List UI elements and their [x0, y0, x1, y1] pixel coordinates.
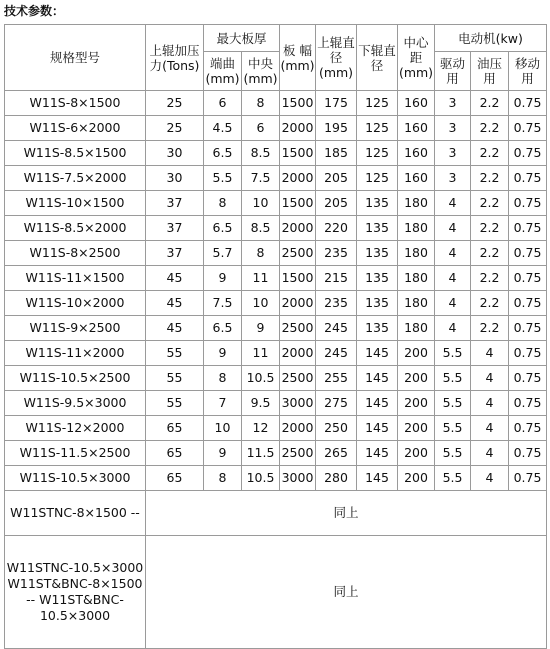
upper-roll-diameter-cell: 280: [316, 466, 357, 491]
thickness-center-cell: 10.5: [242, 366, 280, 391]
header-center-distance: 中心距(mm): [398, 25, 435, 91]
motor-hydraulic-cell: 4: [471, 391, 509, 416]
thickness-center-cell: 10: [242, 291, 280, 316]
table-row: [5, 116, 547, 141]
upper-roll-diameter-cell: 235: [316, 291, 357, 316]
upper-roll-diameter-cell: 245: [316, 316, 357, 341]
thickness-end-cell: 9: [204, 341, 242, 366]
table-row: [5, 316, 547, 341]
plate-width-cell: 3000: [280, 391, 316, 416]
motor-hydraulic-cell: 4: [471, 366, 509, 391]
motor-move-cell: 0.75: [509, 191, 547, 216]
motor-drive-cell: 4: [435, 241, 471, 266]
lower-roll-diameter-cell: 135: [357, 266, 398, 291]
motor-drive-cell: 3: [435, 91, 471, 116]
pressure-cell: 25: [146, 91, 204, 116]
lower-roll-diameter-cell: 145: [357, 341, 398, 366]
model-cell: W11S-10×1500: [5, 191, 146, 216]
motor-move-cell: 0.75: [509, 241, 547, 266]
center-distance-cell: 200: [398, 341, 435, 366]
upper-roll-diameter-cell: 220: [316, 216, 357, 241]
plate-width-cell: 1500: [280, 266, 316, 291]
pressure-cell: 55: [146, 366, 204, 391]
upper-roll-diameter-cell: 275: [316, 391, 357, 416]
pressure-cell: 55: [146, 391, 204, 416]
model-cell: W11S-9.5×3000: [5, 391, 146, 416]
center-distance-cell: 160: [398, 91, 435, 116]
upper-roll-diameter-cell: 245: [316, 341, 357, 366]
pressure-cell: 37: [146, 191, 204, 216]
plate-width-cell: 1500: [280, 141, 316, 166]
model-cell: W11S-10.5×2500: [5, 366, 146, 391]
header-motor-hydraulic: 油压用: [471, 52, 509, 91]
upper-roll-diameter-cell: 215: [316, 266, 357, 291]
lower-roll-diameter-cell: 135: [357, 291, 398, 316]
center-distance-cell: 180: [398, 316, 435, 341]
plate-width-cell: 3000: [280, 466, 316, 491]
motor-hydraulic-cell: 2.2: [471, 266, 509, 291]
model-cell: W11S-11×1500: [5, 266, 146, 291]
upper-roll-diameter-cell: 235: [316, 241, 357, 266]
center-distance-cell: 180: [398, 266, 435, 291]
upper-roll-diameter-cell: 185: [316, 141, 357, 166]
center-distance-cell: 160: [398, 166, 435, 191]
header-lower-roll-diameter: 下辊直径: [357, 25, 398, 91]
pressure-cell: 37: [146, 241, 204, 266]
motor-move-cell: 0.75: [509, 266, 547, 291]
center-distance-cell: 160: [398, 116, 435, 141]
table-row: [5, 291, 547, 316]
model-cell: W11S-11.5×2500: [5, 441, 146, 466]
header-motor-drive: 驱动用: [435, 52, 471, 91]
thickness-center-cell: 10: [242, 191, 280, 216]
motor-hydraulic-cell: 2.2: [471, 91, 509, 116]
lower-roll-diameter-cell: 135: [357, 241, 398, 266]
pressure-cell: 65: [146, 466, 204, 491]
thickness-end-cell: 8: [204, 366, 242, 391]
table-row: [5, 441, 547, 466]
lower-roll-diameter-cell: 125: [357, 166, 398, 191]
thickness-center-cell: 9.5: [242, 391, 280, 416]
model-cell: W11STNC-8×1500 --: [5, 491, 146, 536]
motor-drive-cell: 4: [435, 191, 471, 216]
model-cell: W11S-8×1500: [5, 91, 146, 116]
motor-drive-cell: 5.5: [435, 466, 471, 491]
motor-drive-cell: 5.5: [435, 416, 471, 441]
pressure-cell: 55: [146, 341, 204, 366]
plate-width-cell: 2500: [280, 241, 316, 266]
pressure-cell: 30: [146, 166, 204, 191]
motor-hydraulic-cell: 2.2: [471, 241, 509, 266]
table-row: [5, 391, 547, 416]
model-cell: W11STNC-10.5×3000 W11ST&BNC-8×1500 -- W11ST&BNC-10.5×3000: [5, 536, 146, 649]
motor-drive-cell: 4: [435, 216, 471, 241]
motor-hydraulic-cell: 4: [471, 466, 509, 491]
lower-roll-diameter-cell: 145: [357, 366, 398, 391]
table-row: [5, 191, 547, 216]
upper-roll-diameter-cell: 205: [316, 191, 357, 216]
motor-move-cell: 0.75: [509, 466, 547, 491]
model-cell: W11S-9×2500: [5, 316, 146, 341]
same-as-above-cell: 同上: [146, 491, 547, 536]
pressure-cell: 45: [146, 291, 204, 316]
thickness-center-cell: 11: [242, 341, 280, 366]
plate-width-cell: 2000: [280, 216, 316, 241]
thickness-end-cell: 9: [204, 441, 242, 466]
motor-move-cell: 0.75: [509, 166, 547, 191]
thickness-end-cell: 7.5: [204, 291, 242, 316]
lower-roll-diameter-cell: 135: [357, 191, 398, 216]
pressure-cell: 30: [146, 141, 204, 166]
header-model: 规格型号: [5, 25, 146, 91]
spec-table-body: [5, 91, 547, 649]
pressure-cell: 45: [146, 266, 204, 291]
pressure-cell: 25: [146, 116, 204, 141]
model-cell: W11S-10.5×3000: [5, 466, 146, 491]
motor-drive-cell: 3: [435, 141, 471, 166]
thickness-end-cell: 8: [204, 191, 242, 216]
motor-move-cell: 0.75: [509, 366, 547, 391]
plate-width-cell: 2500: [280, 366, 316, 391]
header-plate-width: 板 幅(mm): [280, 25, 316, 91]
spec-table: [4, 24, 547, 649]
plate-width-cell: 2500: [280, 441, 316, 466]
section-title: 技术参数：: [4, 4, 65, 18]
motor-move-cell: 0.75: [509, 391, 547, 416]
motor-hydraulic-cell: 4: [471, 341, 509, 366]
thickness-center-cell: 7.5: [242, 166, 280, 191]
upper-roll-diameter-cell: 265: [316, 441, 357, 466]
header-upper-roll-pressure: 上辊加压力(Tons): [146, 25, 204, 91]
thickness-center-cell: 11: [242, 266, 280, 291]
table-row: [5, 166, 547, 191]
motor-move-cell: 0.75: [509, 91, 547, 116]
center-distance-cell: 180: [398, 191, 435, 216]
header-motor-move: 移动用: [509, 52, 547, 91]
motor-hydraulic-cell: 2.2: [471, 216, 509, 241]
model-cell: W11S-12×2000: [5, 416, 146, 441]
model-cell: W11S-8×2500: [5, 241, 146, 266]
table-row: [5, 241, 547, 266]
lower-roll-diameter-cell: 145: [357, 441, 398, 466]
lower-roll-diameter-cell: 125: [357, 91, 398, 116]
model-cell: W11S-10×2000: [5, 291, 146, 316]
header-thickness-end: 端曲(mm): [204, 52, 242, 91]
model-cell: W11S-6×2000: [5, 116, 146, 141]
motor-drive-cell: 5.5: [435, 391, 471, 416]
lower-roll-diameter-cell: 135: [357, 316, 398, 341]
thickness-end-cell: 7: [204, 391, 242, 416]
lower-roll-diameter-cell: 145: [357, 466, 398, 491]
model-cell: W11S-11×2000: [5, 341, 146, 366]
motor-drive-cell: 5.5: [435, 366, 471, 391]
center-distance-cell: 200: [398, 391, 435, 416]
same-as-above-cell: 同上: [146, 536, 547, 649]
motor-hydraulic-cell: 2.2: [471, 141, 509, 166]
center-distance-cell: 180: [398, 216, 435, 241]
motor-move-cell: 0.75: [509, 116, 547, 141]
thickness-end-cell: 4.5: [204, 116, 242, 141]
table-row: [5, 266, 547, 291]
plate-width-cell: 1500: [280, 191, 316, 216]
thickness-end-cell: 6.5: [204, 141, 242, 166]
motor-move-cell: 0.75: [509, 141, 547, 166]
upper-roll-diameter-cell: 205: [316, 166, 357, 191]
upper-roll-diameter-cell: 250: [316, 416, 357, 441]
thickness-end-cell: 8: [204, 466, 242, 491]
plate-width-cell: 1500: [280, 91, 316, 116]
motor-hydraulic-cell: 2.2: [471, 316, 509, 341]
motor-hydraulic-cell: 2.2: [471, 166, 509, 191]
thickness-end-cell: 10: [204, 416, 242, 441]
thickness-center-cell: 10.5: [242, 466, 280, 491]
motor-hydraulic-cell: 2.2: [471, 191, 509, 216]
plate-width-cell: 2000: [280, 291, 316, 316]
thickness-end-cell: 6.5: [204, 316, 242, 341]
motor-drive-cell: 3: [435, 166, 471, 191]
thickness-center-cell: 8.5: [242, 216, 280, 241]
center-distance-cell: 180: [398, 241, 435, 266]
motor-drive-cell: 4: [435, 291, 471, 316]
motor-move-cell: 0.75: [509, 441, 547, 466]
lower-roll-diameter-cell: 145: [357, 416, 398, 441]
header-max-thickness: 最大板厚: [204, 25, 280, 52]
motor-move-cell: 0.75: [509, 416, 547, 441]
motor-hydraulic-cell: 4: [471, 416, 509, 441]
thickness-center-cell: 8.5: [242, 141, 280, 166]
lower-roll-diameter-cell: 135: [357, 216, 398, 241]
pressure-cell: 45: [146, 316, 204, 341]
table-row: [5, 91, 547, 116]
table-row-note: [5, 491, 547, 536]
table-row: [5, 416, 547, 441]
center-distance-cell: 180: [398, 291, 435, 316]
upper-roll-diameter-cell: 195: [316, 116, 357, 141]
plate-width-cell: 2000: [280, 166, 316, 191]
thickness-center-cell: 12: [242, 416, 280, 441]
thickness-end-cell: 5.5: [204, 166, 242, 191]
motor-move-cell: 0.75: [509, 291, 547, 316]
motor-move-cell: 0.75: [509, 341, 547, 366]
center-distance-cell: 200: [398, 441, 435, 466]
upper-roll-diameter-cell: 255: [316, 366, 357, 391]
thickness-center-cell: 8: [242, 241, 280, 266]
header-motor: 电动机(kw): [435, 25, 547, 52]
header-thickness-center: 中央(mm): [242, 52, 280, 91]
table-row: [5, 216, 547, 241]
motor-drive-cell: 4: [435, 266, 471, 291]
upper-roll-diameter-cell: 175: [316, 91, 357, 116]
motor-move-cell: 0.75: [509, 216, 547, 241]
pressure-cell: 65: [146, 441, 204, 466]
plate-width-cell: 2000: [280, 341, 316, 366]
thickness-center-cell: 11.5: [242, 441, 280, 466]
table-row: [5, 341, 547, 366]
thickness-end-cell: 6.5: [204, 216, 242, 241]
center-distance-cell: 160: [398, 141, 435, 166]
motor-drive-cell: 3: [435, 116, 471, 141]
center-distance-cell: 200: [398, 366, 435, 391]
motor-hydraulic-cell: 2.2: [471, 116, 509, 141]
motor-drive-cell: 5.5: [435, 441, 471, 466]
model-cell: W11S-8.5×2000: [5, 216, 146, 241]
model-cell: W11S-8.5×1500: [5, 141, 146, 166]
thickness-center-cell: 6: [242, 116, 280, 141]
table-row: [5, 141, 547, 166]
pressure-cell: 37: [146, 216, 204, 241]
table-row-note: [5, 536, 547, 649]
header-upper-roll-diameter: 上辊直径(mm): [316, 25, 357, 91]
plate-width-cell: 2500: [280, 316, 316, 341]
pressure-cell: 65: [146, 416, 204, 441]
model-cell: W11S-7.5×2000: [5, 166, 146, 191]
motor-drive-cell: 5.5: [435, 341, 471, 366]
motor-drive-cell: 4: [435, 316, 471, 341]
center-distance-cell: 200: [398, 466, 435, 491]
motor-hydraulic-cell: 2.2: [471, 291, 509, 316]
motor-move-cell: 0.75: [509, 316, 547, 341]
thickness-end-cell: 9: [204, 266, 242, 291]
thickness-center-cell: 8: [242, 91, 280, 116]
plate-width-cell: 2000: [280, 416, 316, 441]
thickness-end-cell: 5.7: [204, 241, 242, 266]
center-distance-cell: 200: [398, 416, 435, 441]
lower-roll-diameter-cell: 125: [357, 116, 398, 141]
lower-roll-diameter-cell: 125: [357, 141, 398, 166]
table-row: [5, 466, 547, 491]
motor-hydraulic-cell: 4: [471, 441, 509, 466]
table-row: [5, 366, 547, 391]
plate-width-cell: 2000: [280, 116, 316, 141]
thickness-center-cell: 9: [242, 316, 280, 341]
lower-roll-diameter-cell: 145: [357, 391, 398, 416]
thickness-end-cell: 6: [204, 91, 242, 116]
